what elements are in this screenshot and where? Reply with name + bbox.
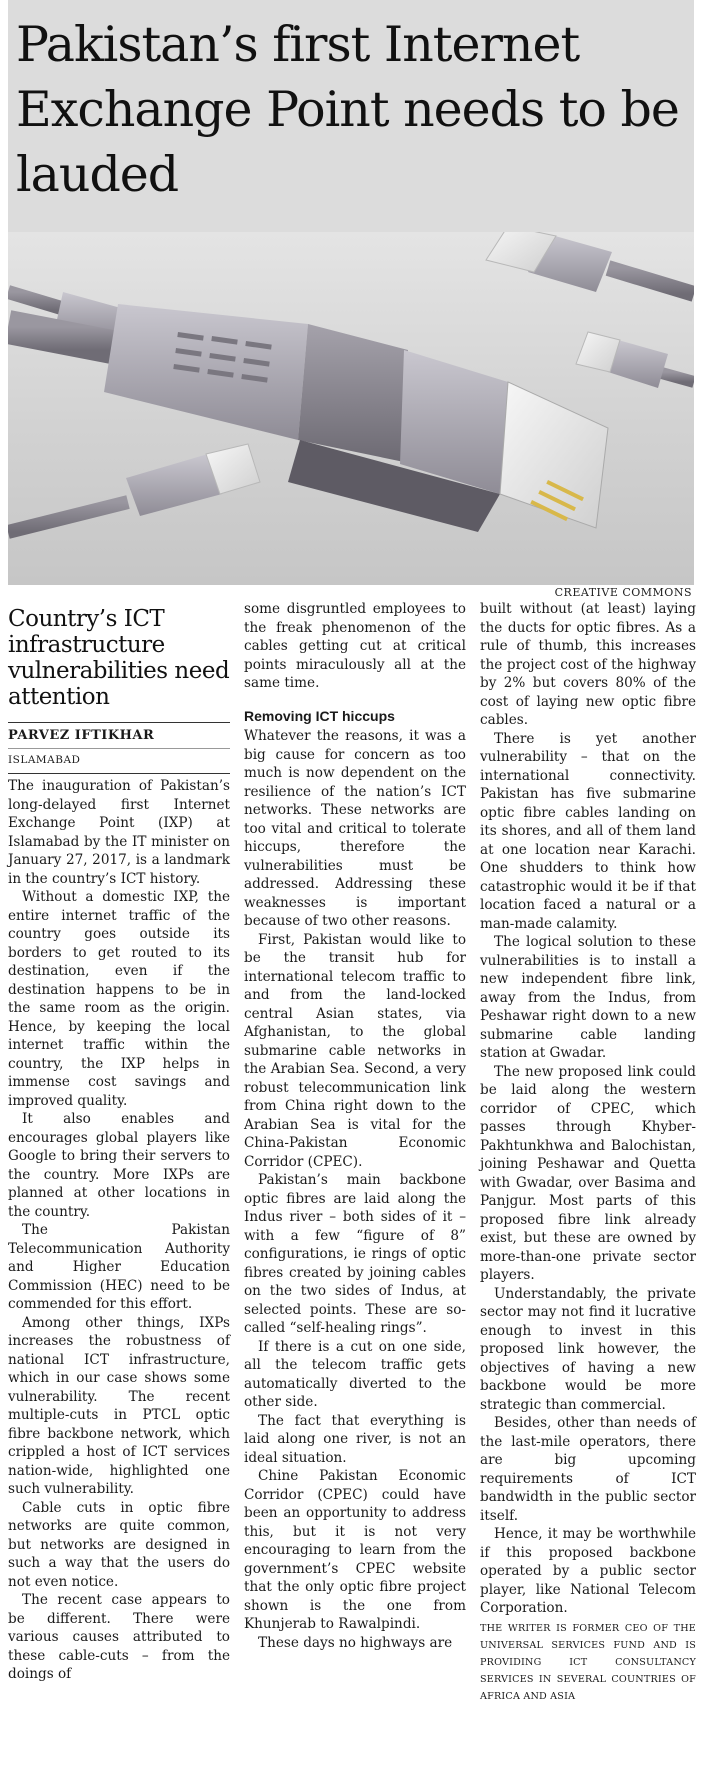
section-subhead: Removing ICT hiccups <box>244 707 395 724</box>
paragraph: If there is a cut on one side, all the telecom traffic gets automatically diverted to the other side. <box>244 1338 466 1410</box>
paragraph: There is yet another vulnerability – that on the international connectivity. Pakistan has five submarine optic fibre cables landing on its shores, and all of them land at one location near Karachi. One shudders to think how catastrophic would it be if that location faced a natural or a man-made calamity. <box>480 730 696 932</box>
column-2 <box>244 600 466 1652</box>
column-3 <box>480 600 696 1705</box>
paragraph: Pakistan’s main backbone optic fibres are laid along the Indus river – both sides of it – with a few “figure of 8” configurations, ie rings of optic fibres created by joining cables on the two sides of Indus, at selected points. These are so-called “self-healing rings”. <box>244 1172 466 1336</box>
paragraph: Chine Pakistan Economic Corridor (CPEC) could have been an opportunity to address this, but it is not very encouraging to learn from the government’s CPEC website that the only optic fibre project shown is the one from Khunjerab to Rawalpindi. <box>244 1468 466 1632</box>
headline-band <box>8 0 694 232</box>
column-1 <box>8 600 230 1684</box>
paragraph: Among other things, IXPs increases the robustness of national ICT infrastructure, which in our case shows some vulnerability. The recent multiple-cuts in PTCL optic fibre backbone network, which crippled a host of ICT services nation-wide, highlighted one such vulnerability. <box>8 1314 230 1497</box>
paragraph: The fact that everything is laid along one river, is not an ideal situation. <box>244 1412 466 1466</box>
paragraph: First, Pakistan would like to be the transit hub for international telecom traffic to and from the land-locked central Asian states, via Afghanistan, to the global submarine cable networks in the Arabian Sea. Second, a very robust telecommunication link from China right down to the Arabian Sea is vital for the China-Pakistan Economic Corridor (CPEC). <box>244 931 466 1170</box>
cable-right <box>576 332 694 388</box>
author-footnote: THE WRITER IS FORMER CEO OF THE UNIVERSAL SERVICES FUND AND IS PROVIDING ICT CONSULTANCY SERVICES IN SEVERAL COUNTRIES OF AFRICA AND ASIA <box>480 1622 696 1702</box>
paragraph: Cable cuts in optic fibre networks are quite common, but networks are designed in such a way that the users do not even notice. <box>8 1499 230 1590</box>
byline-rule-bottom <box>8 773 230 774</box>
cable-bottom-left <box>8 444 260 532</box>
paragraph: Besides, other than needs of the last-mile operators, there are big upcoming requirements of ICT bandwidth in the public sector itself. <box>480 1415 696 1524</box>
paragraph: These days no highways are <box>258 1634 453 1651</box>
byline-author: PARVEZ IFTIKHAR <box>8 728 155 743</box>
photo-credit: CREATIVE COMMONS <box>554 586 692 599</box>
cable-main <box>8 304 608 532</box>
paragraph: The new proposed link could be laid along the western corridor of CPEC, which passes through Khyber-Pakhtunkhwa and Balochistan, joining Peshawar and Quetta with Gwadar, over Basima and Panjgur. Most parts of this proposed fibre link already exist, but these are owned by more-than-one private sector players. <box>480 1063 696 1283</box>
paragraph: Hence, it may be worthwhile if this proposed backbone operated by a public sector player, like National Telecom Corporation. <box>480 1526 696 1616</box>
paragraph: The Pakistan Telecommunication Authority and Higher Education Commission (HEC) need to be commended for this effort. <box>8 1222 230 1312</box>
paragraph: built without (at least) laying the ducts for optic fibres. As a rule of thumb, this increases the project cost of the highway by 2% but covers 80% of the cost of laying new optic fibre cables. <box>480 601 696 728</box>
cable-top-right <box>486 232 694 294</box>
paragraph: Without a domestic IXP, the entire internet traffic of the country goes outside its borders to get routed to its destination, even if the destination happens to be in the same room as the origin. Hence, by keeping the local internet traffic within the country, the IXP helps in immense cost savings and improved quality. <box>8 889 230 1109</box>
headline: Pakistan’s first Internet Exchange Point needs to be lauded <box>16 16 679 203</box>
byline-place: ISLAMABAD <box>8 753 81 766</box>
paragraph: some disgruntled employees to the freak phenomenon of the cables getting cut at critical points miraculously all at the same time. <box>244 601 466 691</box>
paragraph: The recent case appears to be different. There were various causes attributed to these cable-cuts – from the doings of <box>8 1592 230 1682</box>
ethernet-cables-illustration <box>8 232 694 585</box>
paragraph: The logical solution to these vulnerabilities is to install a new independent fibre link, away from the Indus, from Peshawar right down to a new submarine cable landing station at Gwadar. <box>480 934 696 1061</box>
paragraph: Understandably, the private sector may not find it lucrative enough to invest in this proposed link however, the objectives of having a new backbone would be more strategic than commercial. <box>480 1285 696 1413</box>
paragraph: The inauguration of Pakistan’s long-delayed first Internet Exchange Point (IXP) at Islamabad by the IT minister on January 27, 2017, is a landmark in the country’s ICT history. <box>8 778 230 887</box>
paragraph: Whatever the reasons, it was a big cause for concern as too much is now dependent on the resilience of the nation’s ICT networks. These networks are too vital and critical to tolerate hiccups, therefore the vulnerabilities must be addressed. Addressing these weaknesses is important because of two other reasons. <box>244 728 466 929</box>
article-deck: Country’s ICT infrastructure vulnerabilities need attention <box>8 606 230 710</box>
article-photo <box>8 232 694 585</box>
paragraph: It also enables and encourages global players like Google to bring their servers to the country. More IXPs are planned at other locations in the country. <box>8 1111 230 1220</box>
